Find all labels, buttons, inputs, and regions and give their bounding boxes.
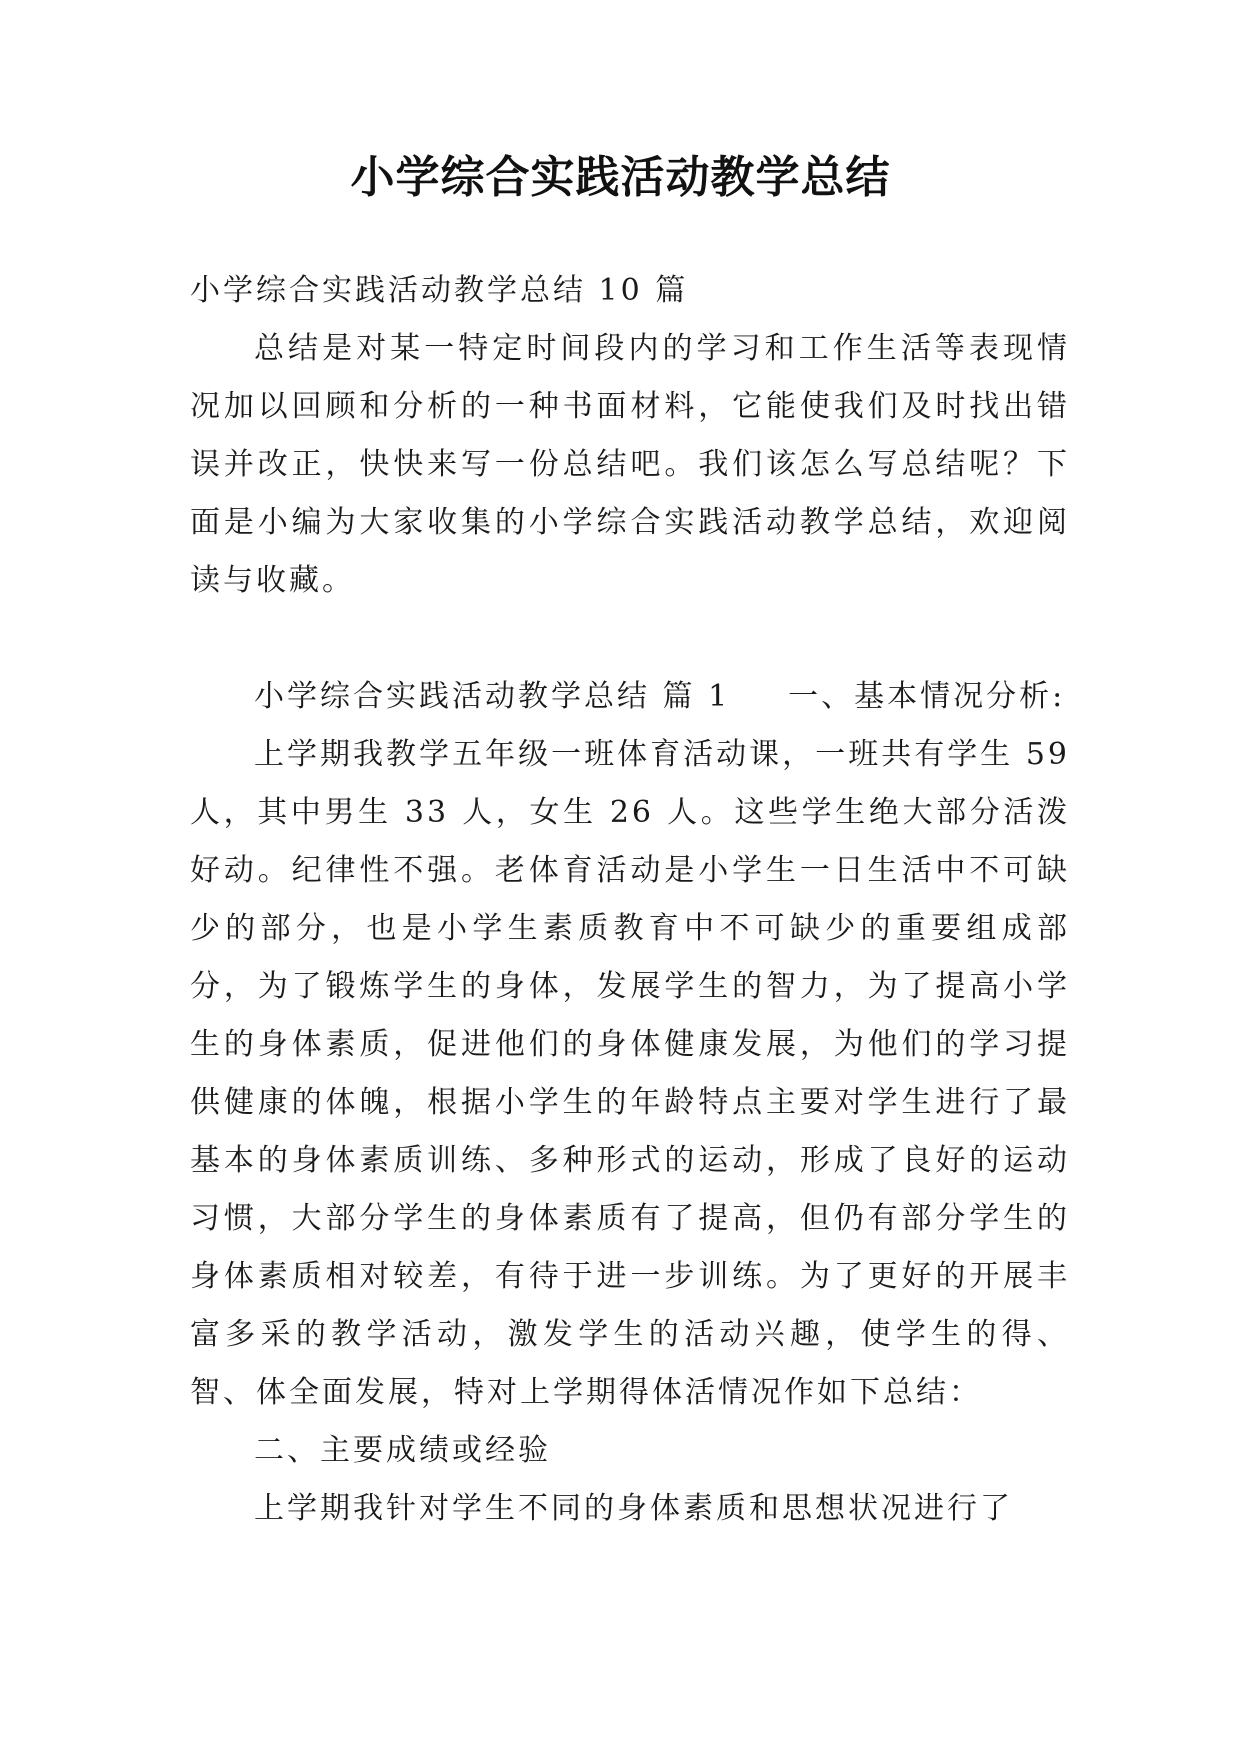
section-1-label: 小学综合实践活动教学总结 篇 1	[254, 679, 731, 714]
document-subtitle: 小学综合实践活动教学总结 10 篇	[190, 273, 689, 308]
section-1-header-line	[190, 668, 1070, 726]
section-1-heading: 一、基本情况分析:	[788, 679, 1066, 714]
section-2-paragraph: 上学期我针对学生不同的身体素质和思想状况进行了	[254, 1491, 1013, 1526]
document-body	[190, 262, 1070, 1538]
section-2-heading: 二、主要成绩或经验	[254, 1433, 551, 1468]
intro-paragraph: 总结是对某一特定时间段内的学习和工作生活等表现情况加以回顾和分析的一种书面材料，它能使我们及时找出错误并改正，快快来写一份总结吧。我们该怎么写总结呢？下面是小编为大家收集的小学综合实践活动教学总结，欢迎阅读与收藏。	[190, 331, 1070, 598]
document-title: 小学综合实践活动教学总结	[350, 152, 891, 203]
section-1-paragraph: 上学期我教学五年级一班体育活动课，一班共有学生 59 人，其中男生 33 人，女生 26 人。这些学生绝大部分活泼好动。纪律性不强。老体育活动是小学生一日生活中不可缺少的部分，也是小学生素质教育中不可缺少的重要组成部分，为了锻炼学生的身体，发展学生的智力，为了提高小学生的身体素质，促进他们的身体健康发展，为他们的学习提供健康的体魄，根据小学生的年龄特点主要对学生进行了最基本的身体素质训练、多种形式的运动，形成了良好的运动习惯，大部分学生的身体素质有了提高，但仍有部分学生的身体素质相对较差，有待于进一步训练。为了更好的开展丰富多采的教学活动，激发学生的活动兴趣，使学生的得、智、体全面发展，特对上学期得体活情况作如下总结：	[190, 737, 1070, 1410]
